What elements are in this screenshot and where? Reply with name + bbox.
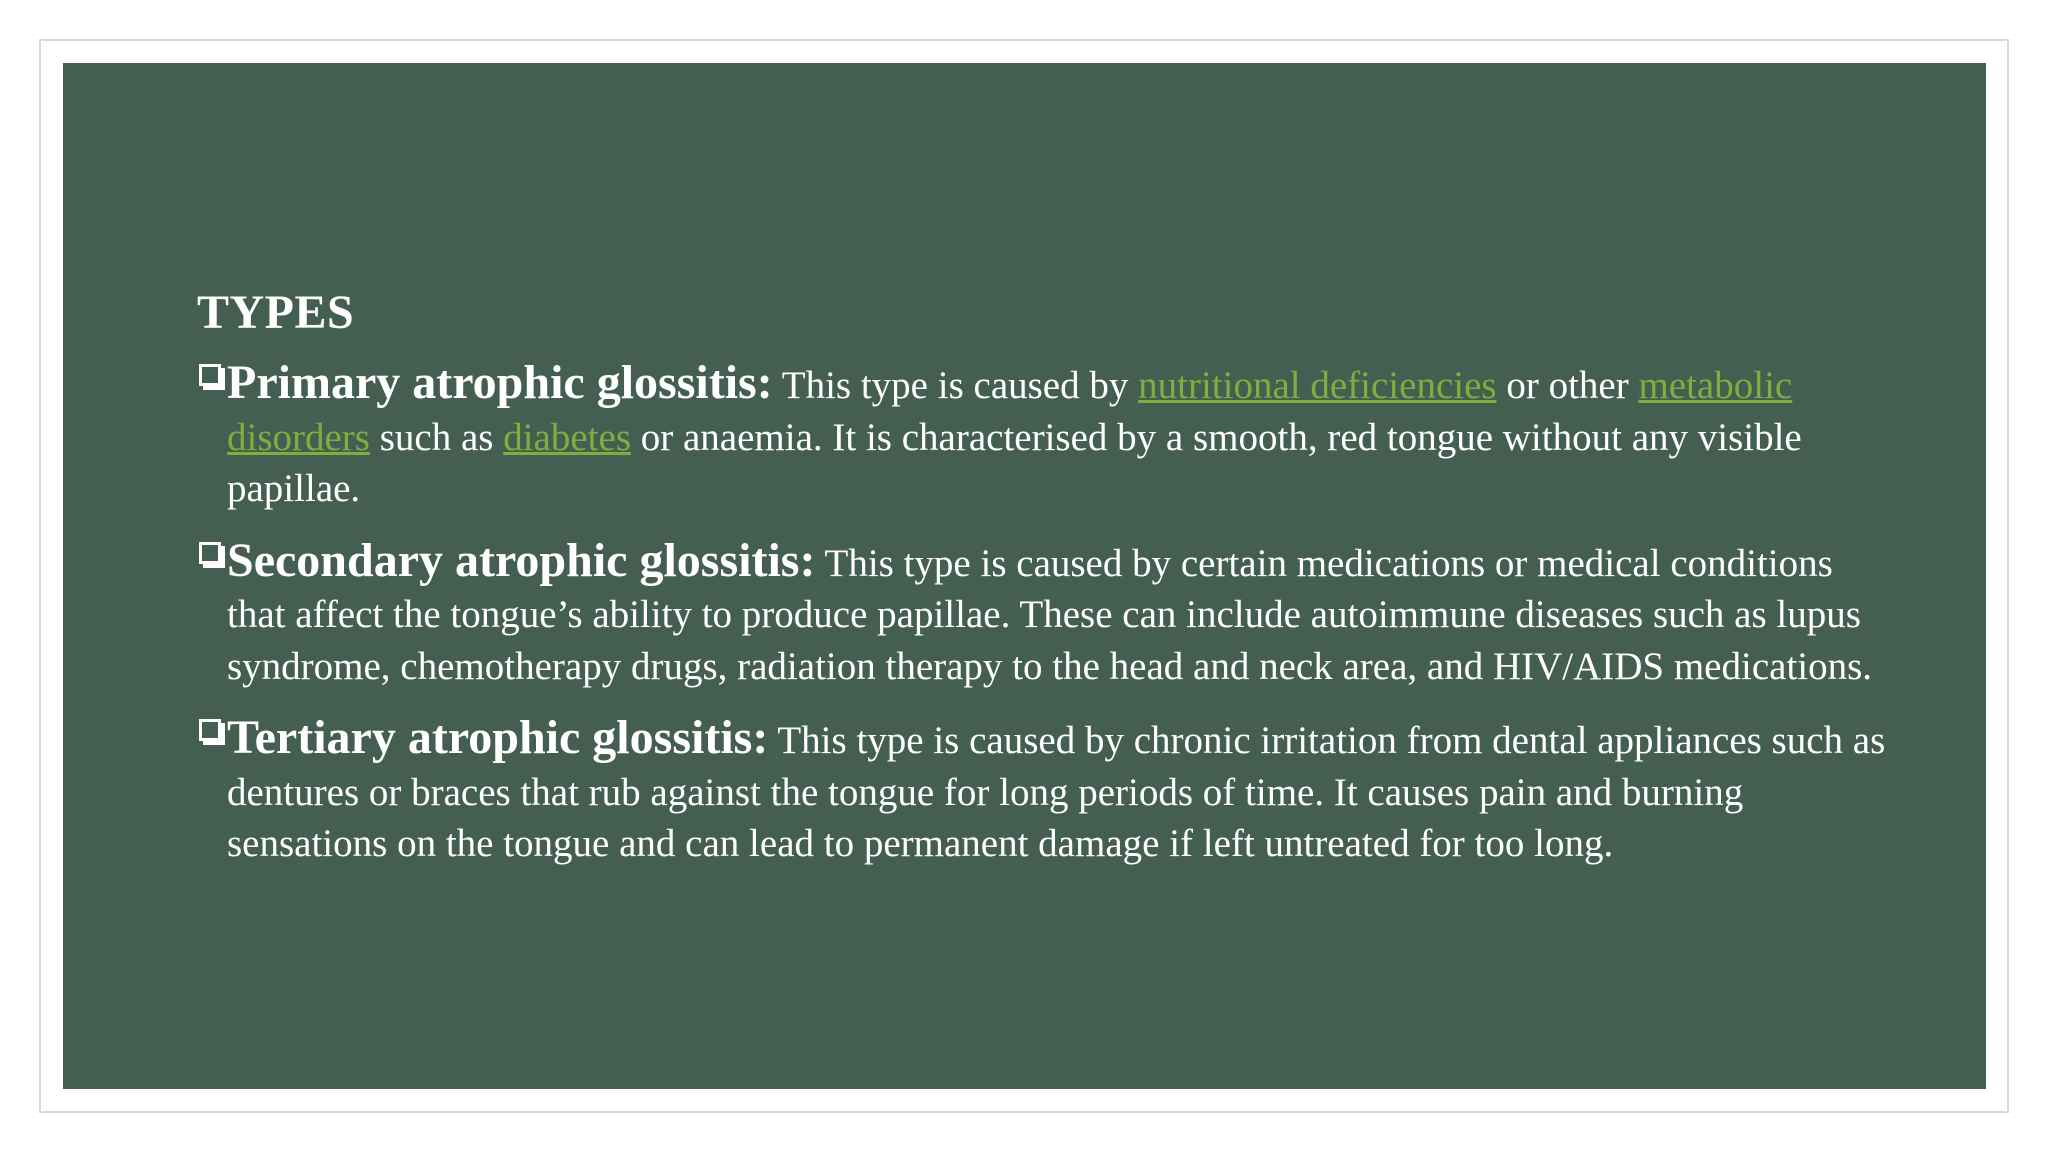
item-text: This type is caused by xyxy=(772,364,1139,407)
term-secondary: Secondary atrophic glossitis: xyxy=(227,533,816,587)
term-primary: Primary atrophic glossitis: xyxy=(227,356,773,409)
item-text: This type is caused by chronic irritation from dental appliances such as dentures or braces that rub against the tongue for long periods of time. It causes pain and burning sensations on the tongue and can lead to permanent damage if left untreated for too long. xyxy=(227,719,1886,865)
slide-content xyxy=(197,283,1897,890)
item-text: such as xyxy=(369,415,504,459)
item-text: This type is caused by certain medications or medical conditions that affect the tongue’s ability to produce papillae. These can include autoimmune diseases such as lupus syndrome, chemotherapy drugs, radiation therapy to the head and neck area, and HIV/AIDS medications. xyxy=(227,541,1873,688)
list-item-tertiary xyxy=(197,712,1897,870)
item-text: or anaemia. It is characterised by a smooth, red tongue without any visible papillae. xyxy=(227,415,1802,510)
slide xyxy=(63,63,1986,1089)
link-metabolic-disorders[interactable]: metabolic disorders xyxy=(227,364,1793,459)
checkbox-bullet-icon xyxy=(199,364,225,390)
link-nutritional-deficiencies[interactable]: nutritional deficiencies xyxy=(1138,364,1497,407)
list-item-secondary xyxy=(197,535,1897,693)
list-item-primary xyxy=(197,357,1897,515)
checkbox-bullet-icon xyxy=(199,719,225,745)
term-tertiary: Tertiary atrophic glossitis: xyxy=(227,711,769,764)
checkbox-bullet-icon xyxy=(199,542,225,568)
link-diabetes[interactable]: diabetes xyxy=(503,415,631,459)
slide-title: TYPES xyxy=(197,286,355,339)
item-text: or other xyxy=(1496,364,1639,407)
